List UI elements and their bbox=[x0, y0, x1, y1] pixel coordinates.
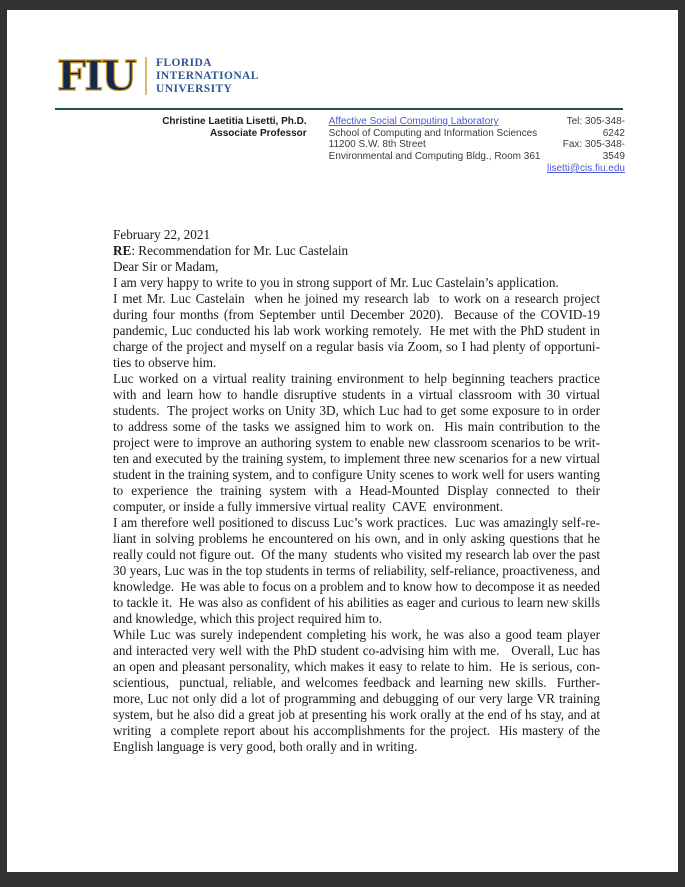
professor-title: Associate Professor bbox=[209, 127, 307, 139]
letterhead-contact-block bbox=[55, 116, 625, 175]
logo-line-university: UNIVERSITY bbox=[156, 82, 233, 95]
address-street: 11200 S.W. 8th Street bbox=[328, 139, 426, 151]
address-school: School of Computing and Information Sciences bbox=[328, 127, 538, 139]
salutation: Dear Sir or Madam, bbox=[113, 258, 219, 274]
contact-name-column bbox=[55, 116, 307, 175]
fiu-logo bbox=[57, 53, 678, 99]
re-label: RE bbox=[113, 242, 132, 258]
letter-paragraph-5: While Luc was surely independent completing his work, he was also a good team player and interacted very well with the PhD student co-advising him with me. Overall, Luc has an open and pleasant personality, which makes it easy to relate to him. He is serious, conscientious, punctual, reliable, and welcomes feedback and learning new skills. Furthermore, Luc not only did a lot of programming and debugging of our very large VR training system, but he also did a great job at presenting his work orally at the end of hs stay, and at writing a complete report about his accomplishments for the project. His mastery of the English language is very good, both orally and in writing. bbox=[113, 626, 604, 754]
contact-address-column bbox=[329, 116, 547, 175]
logo-line-international: INTERNATIONAL bbox=[156, 69, 259, 82]
letter-paragraph-1: I am very happy to write to you in strong support of Mr. Luc Castelain’s application. bbox=[113, 274, 559, 290]
professor-name: Christine Laetitia Lisetti, Ph.D. bbox=[162, 116, 307, 127]
fax-number: Fax: 305-348-3549 bbox=[562, 139, 625, 163]
letter-paragraph-3: Luc worked on a virtual reality training environment to help beginning teachers practice with and learn how to handle disruptive students in a virtual classroom with 30 virtual students. The project works on Unity 3D, which Luc had to get some exposure to in order to address some of the tasks we assigned him to work on. His main contribution to the project were to improve an authoring system to enable new classroom scenarios to be written and executed by the training system, to implement three new scenarios for a new virtual student in the training system, and to configure Unity scenes to work well for users wanting to experience the training system with a Head-Mounted Display connected to their computer, or inside a fully immersive virtual reality CAVE environment. bbox=[113, 370, 604, 514]
fiu-logo-acronym: FIU bbox=[57, 52, 136, 100]
address-building: Environmental and Computing Bldg., Room 361 bbox=[328, 151, 541, 163]
lab-link[interactable]: Affective Social Computing Laboratory bbox=[328, 116, 499, 127]
letter-paragraph-4: I am therefore well positioned to discuss Luc’s work practices. Luc was amazingly self-reliant in solving problems he encountered on his own, and in only asking questions that he really could not figure out. Of the many students who visited my research lab over the past 30 years, Luc was in the top students in terms of reliability, self-reliance, proactiveness, and knowledge. He was able to focus on a problem and to know how to decompose it as needed to tackle it. He was also as confident of his abilities as eager and curious to learn new skills and knowledge, which this project required him to. bbox=[113, 514, 604, 626]
logo-line-florida: FLORIDA bbox=[156, 56, 212, 69]
telephone-number: Tel: 305-348-6242 bbox=[566, 116, 625, 139]
letter-body bbox=[113, 226, 604, 755]
email-link[interactable]: lisetti@cis.fiu.edu bbox=[547, 162, 625, 174]
re-subject-line bbox=[113, 243, 600, 259]
letter-paragraph-2: I met Mr. Luc Castelain when he joined my research lab to work on a research project during four months (from September until December 2020). Because of the COVID-19 pandemic, Luc conducted his lab work working remotely. He met with the PhD student in charge of the project and myself on a regular basis via Zoom, so I had plenty of opportunities to observe him. bbox=[113, 290, 604, 370]
letterhead-rule bbox=[55, 108, 623, 110]
contact-phone-column bbox=[547, 116, 625, 175]
re-text: : Recommendation for Mr. Luc Castelain bbox=[131, 242, 349, 258]
letter-page bbox=[7, 10, 678, 872]
fiu-logo-wordmark bbox=[156, 57, 259, 96]
logo-divider bbox=[145, 57, 147, 95]
letter-date: February 22, 2021 bbox=[113, 226, 211, 242]
